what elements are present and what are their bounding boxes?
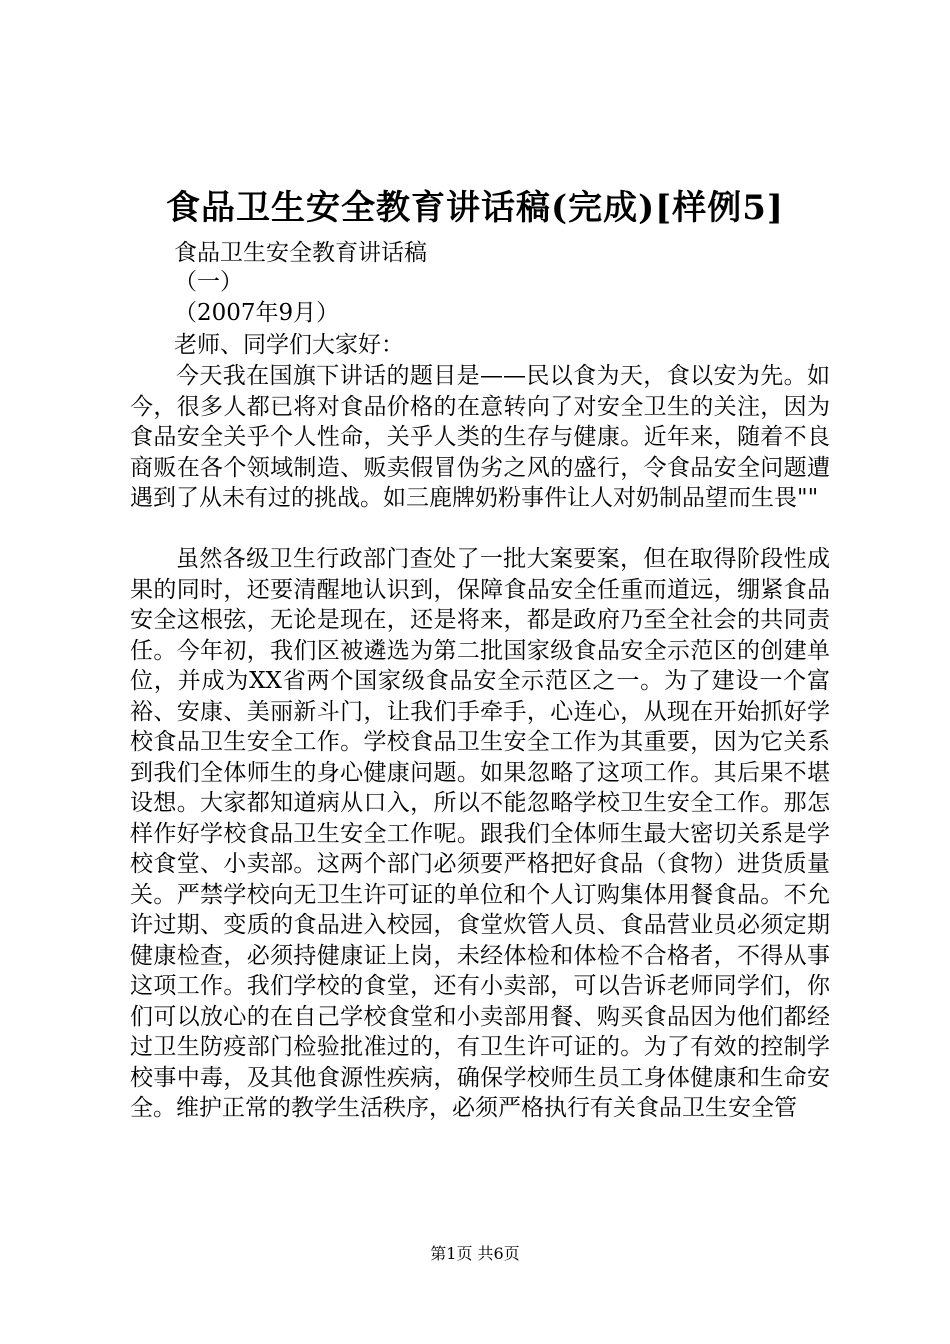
page-footer: 第1页 共6页 [430,1244,520,1263]
document-subtitle: 食品卫生安全教育讲话稿 [174,240,427,266]
document-title: 食品卫生安全教育讲话稿(完成)[样例5] [165,188,784,228]
document-date: （2007年9月） [174,300,340,326]
section-number: （一） [174,269,243,295]
paragraph-2: 虽然各级卫生行政部门查处了一批大案要案，但在取得阶段性成果的同时，还要清醒地认识到，保障食品安全任重而道远，绷紧食品安全这根弦，无论是现在，还是将来，都是政府乃至全社会的共同责任。今年初，我们区被遴选为第二批国家级食品安全示范区的创建单位，并成为XX省两个国家级食品安全示范区之一。为了建设一个富裕、安康、美丽新斗门，让我们手牵手，心连心，从现在开始抓好学校食品卫生安全工作。学校食品卫生安全工作为其重要，因为它关系到我们全体师生的身心健康问题。如果忽略了这项工作。其后果不堪设想。大家都知道病从口入，所以不能忽略学校卫生安全工作。那怎样作好学校食品卫生安全工作呢。跟我们全体师生最大密切关系是学校食堂、小卖部。这两个部门必须要严格把好食品（食物）进货质量关。严禁学校向无卫生许可证的单位和个人订购集体用餐食品。不允许过期、变质的食品进入校园，食堂炊管人员、食品营业员必须定期健康检查，必须持健康证上岗，未经体检和体检不合格者，不得从事这项工作。我们学校的食堂，还有小卖部，可以告诉老师同学们，你们可以放心的在自己学校食堂和小卖部用餐、购买食品因为他们都经过卫生防疫部门检验批准过的，有卫生许可证的。为了有效的控制学校事中毒，及其他食源性疾病，确保学校师生员工身体健康和生命安全。维护正常的教学生活秩序，必须严格执行有关食品卫生安全管 [130,546,830,1121]
greeting: 老师、同学们大家好： [174,332,404,358]
paragraph-1: 今天我在国旗下讲话的题目是——民以食为天，食以安为先。如今，很多人都已将对食品价格的在意转向了对安全卫生的关注，因为食品安全关乎个人性命，关乎人类的生存与健康。近年来，随着不良商贩在各个领域制造、贩卖假冒伪劣之风的盛行，令食品安全问题遭遇到了从未有过的挑战。如三鹿牌奶粉事件让人对奶制品望而生畏"" [130,363,830,511]
